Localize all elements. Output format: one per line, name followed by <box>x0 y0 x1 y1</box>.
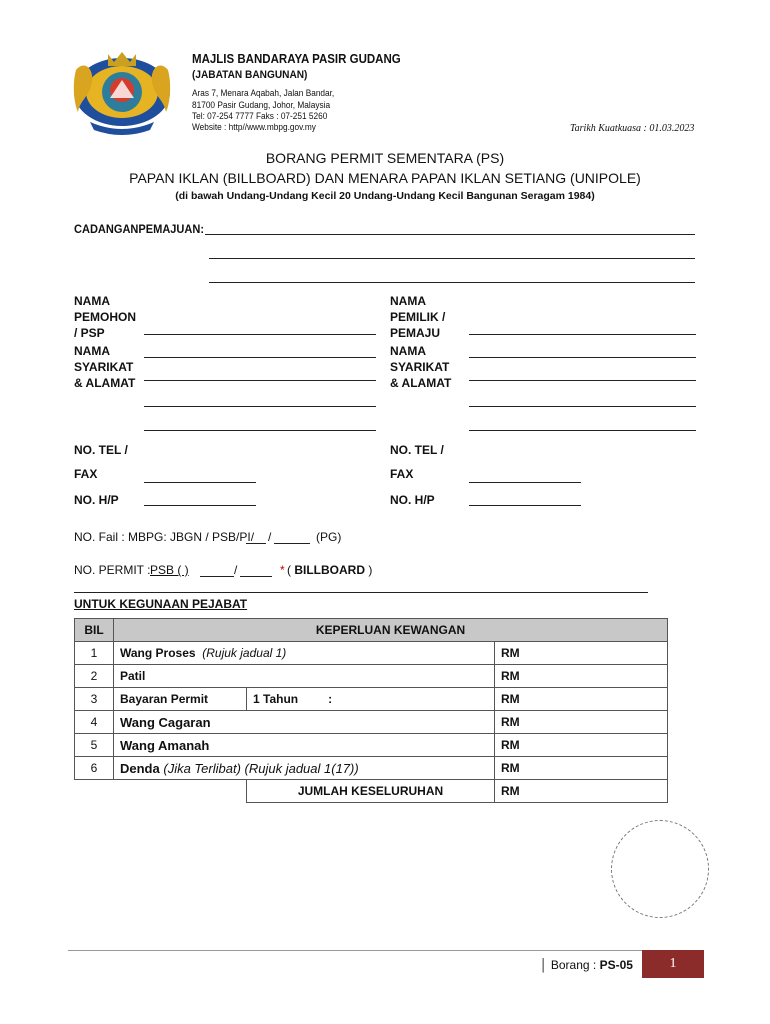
table-row <box>75 665 668 688</box>
row-item-name: Wang Amanah <box>120 737 210 753</box>
cadangan-label: CADANGANPEMAJUAN: <box>74 222 205 236</box>
permit-billboard: ( BILLBOARD ) <box>287 563 373 577</box>
permit-no-label: NO. PERMIT : <box>74 563 151 577</box>
row-rm[interactable]: RM <box>495 711 668 734</box>
row-item-name: Wang Proses <box>120 646 196 660</box>
row-item-name: Bayaran Permit <box>120 692 209 706</box>
owner-address-field-2[interactable] <box>469 406 696 407</box>
row-bil: 4 <box>75 711 114 734</box>
table-row <box>75 642 668 665</box>
cadangan-field-3[interactable] <box>209 282 695 283</box>
org-department: (JABATAN BANGUNAN) <box>192 69 308 81</box>
applicant-address-field-2[interactable] <box>144 406 376 407</box>
official-stamp-area <box>611 820 709 918</box>
effective-date: Tarikh Kuatkuasa : 01.03.2023 <box>570 123 695 134</box>
applicant-label-5: SYARIKAT <box>74 360 134 374</box>
row-bil: 2 <box>75 665 114 688</box>
owner-label-4: NAMA <box>390 344 426 358</box>
row-item-name: Patil <box>120 669 146 683</box>
applicant-label-1: NAMA <box>74 294 110 308</box>
cadangan-field-2[interactable] <box>209 258 695 259</box>
owner-name-field[interactable] <box>469 334 696 335</box>
table-row <box>75 711 668 734</box>
row-item-extra: 1 Tahun <box>253 692 299 706</box>
footer-borang-code: PS-05 <box>599 958 633 972</box>
permit-slash: / <box>234 563 238 577</box>
applicant-company-field[interactable] <box>144 357 376 358</box>
applicant-label-2: PEMOHON <box>74 310 137 324</box>
address-line-1: Aras 7, Menara Aqabah, Jalan Bandar, <box>192 88 335 98</box>
col-bil-header: BIL <box>75 619 114 642</box>
row-item-name: Wang Cagaran <box>120 714 211 730</box>
table-header-row <box>75 619 668 642</box>
file-no-field-1[interactable] <box>246 543 266 544</box>
owner-label-1: NAMA <box>390 294 426 308</box>
applicant-tel-label: NO. TEL / <box>74 443 128 457</box>
row-rm[interactable]: RM <box>495 757 668 780</box>
row-bil: 5 <box>75 734 114 757</box>
owner-fax-field[interactable] <box>469 482 581 483</box>
owner-address-field-3[interactable] <box>469 430 696 431</box>
total-row <box>75 780 668 803</box>
footer-divider <box>68 950 702 951</box>
form-subtitle: PAPAN IKLAN (BILLBOARD) DAN MENARA PAPAN IKLAN SETIANG (UNIPOLE) <box>129 170 641 186</box>
owner-fax-label: FAX <box>390 467 414 481</box>
form-title: BORANG PERMIT SEMENTARA (PS) <box>265 150 505 166</box>
applicant-hp-field[interactable] <box>144 505 256 506</box>
applicant-name-field[interactable] <box>144 334 376 335</box>
footer-borang: │ Borang : PS-05 <box>540 958 633 972</box>
applicant-fax-label: FAX <box>74 467 98 481</box>
page-number: 1 <box>642 950 704 978</box>
owner-tel-label: NO. TEL / <box>390 443 444 457</box>
row-item <box>114 642 495 665</box>
row-item <box>114 711 495 734</box>
form-legal-basis: (di bawah Undang-Undang Kecil 20 Undang-Undang Kecil Bangunan Seragam 1984) <box>175 190 595 202</box>
org-name: MAJLIS BANDARAYA PASIR GUDANG <box>192 52 401 66</box>
owner-label-5: SYARIKAT <box>390 360 450 374</box>
website: Website : http//www.mbpg.gov.my <box>192 122 316 132</box>
owner-company-field[interactable] <box>469 357 696 358</box>
row-bil: 1 <box>75 642 114 665</box>
row-item <box>114 734 495 757</box>
row-item <box>114 757 495 780</box>
owner-label-2: PEMILIK / <box>390 310 446 324</box>
owner-hp-label: NO. H/P <box>390 493 435 507</box>
applicant-address-field-1[interactable] <box>144 380 376 381</box>
total-label: JUMLAH KESELURUHAN <box>247 780 495 803</box>
financial-requirements-table <box>74 618 668 803</box>
section-divider <box>74 592 648 593</box>
table-row <box>75 734 668 757</box>
footer-borang-label: Borang : <box>550 958 597 972</box>
row-item <box>114 665 495 688</box>
row-rm[interactable]: RM <box>495 642 668 665</box>
owner-address-field-1[interactable] <box>469 380 696 381</box>
file-no-field-2[interactable] <box>274 543 310 544</box>
cadangan-field-1[interactable] <box>205 234 695 235</box>
applicant-address-field-3[interactable] <box>144 430 376 431</box>
row-item-colon: : <box>328 692 333 706</box>
row-rm[interactable]: RM <box>495 665 668 688</box>
file-no-suffix: (PG) <box>316 530 342 544</box>
total-rm[interactable]: RM <box>495 780 668 803</box>
table-row <box>75 688 668 711</box>
table-row <box>75 757 668 780</box>
applicant-label-4: NAMA <box>74 344 110 358</box>
permit-no-field-2[interactable] <box>240 576 272 577</box>
row-item-extra-cell <box>247 688 495 711</box>
row-rm[interactable]: RM <box>495 688 668 711</box>
owner-label-3: PEMAJU <box>390 326 441 340</box>
file-no-slash: / <box>268 530 272 544</box>
row-item-note: (Jika Terlibat) <box>163 760 241 776</box>
row-item-note: (Rujuk jadual 1) <box>202 646 287 660</box>
row-rm[interactable]: RM <box>495 734 668 757</box>
office-use-heading: UNTUK KEGUNAAN PEJABAT <box>74 597 248 611</box>
row-item <box>114 688 247 711</box>
applicant-label-3: / PSP <box>74 326 105 340</box>
applicant-label-6: & ALAMAT <box>74 376 136 390</box>
address-line-2: 81700 Pasir Gudang, Johor, Malaysia <box>192 100 331 110</box>
row-item-note-2: (Rujuk jadual 1(17)) <box>244 760 359 776</box>
applicant-hp-label: NO. H/P <box>74 493 119 507</box>
permit-psb: PSB ( ) <box>150 563 189 577</box>
row-bil: 3 <box>75 688 114 711</box>
permit-no-field-1[interactable] <box>200 576 234 577</box>
row-bil: 6 <box>75 757 114 780</box>
permit-required-mark: * <box>280 563 285 577</box>
owner-hp-field[interactable] <box>469 505 581 506</box>
applicant-fax-field[interactable] <box>144 482 256 483</box>
owner-label-6: & ALAMAT <box>390 376 452 390</box>
col-keperluan-header: KEPERLUAN KEWANGAN <box>114 619 668 642</box>
file-no-label: NO. Fail : MBPG: JBGN / PSB/PI/ <box>74 530 255 544</box>
phone-fax: Tel: 07-254 7777 Faks : 07-251 5260 <box>192 111 328 121</box>
council-crest-logo <box>70 40 174 136</box>
row-item-name: Denda <box>120 760 160 776</box>
